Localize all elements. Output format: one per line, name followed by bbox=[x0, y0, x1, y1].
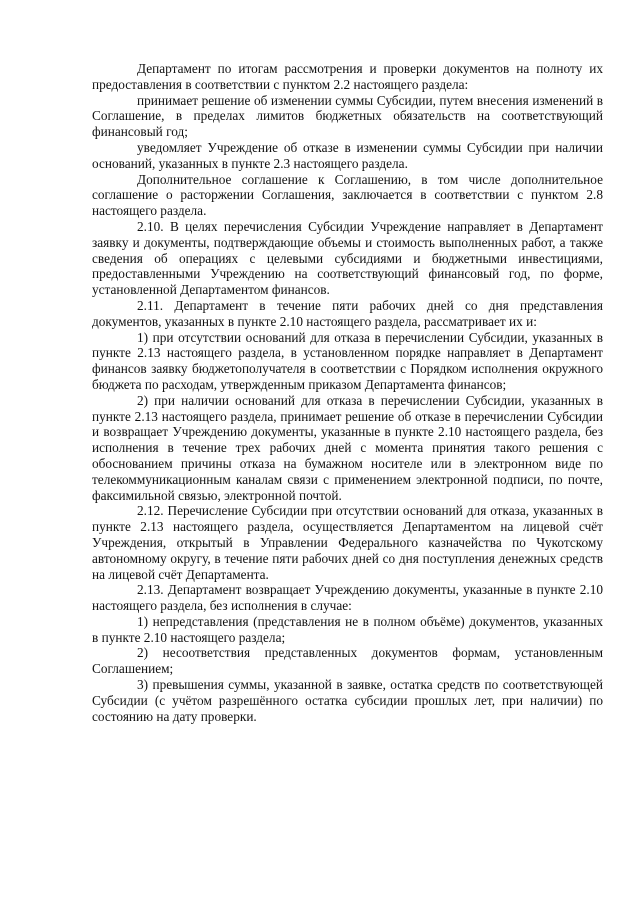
clause-2-13-item-3: 3) превышения суммы, указанной в заявке, остатка средств по соответствующей Субсидии (с учётом разрешённого остатка субсидии прошлых лет, при наличии) по состоянию на дату проверки. bbox=[92, 677, 603, 724]
decision-change-paragraph: принимает решение об изменении суммы Субсидии, путем внесения изменений в Соглашение, в пределах лимитов бюджетных обязательств на соответствующий финансовый год; bbox=[92, 92, 603, 140]
document-page bbox=[92, 61, 603, 724]
clause-2-11-paragraph: 2.11. Департамент в течение пяти рабочих дней со дня представления документов, указанных в пункте 2.10 настоящего раздела, рассматривает их и: bbox=[92, 297, 603, 329]
clause-2-11-item-2: 2) при наличии оснований для отказа в перечислении Субсидии, указанных в пункте 2.13 настоящего раздела, принимает решение об отказе в перечислении Субсидии и возвращает Учреждению документы, указанные в пункте 2.10 настоящего раздела, без исполнения в течение трех рабочих дней с момента принятия такого решения с обоснованием причины отказа на бумажном носителе или в электронном виде по телекоммуникационным каналам связи с применением электронной подписи, по почте, факсимильной связью, электронной почтой. bbox=[92, 392, 603, 503]
supplementary-agreement-paragraph: Дополнительное соглашение к Соглашению, в том числе дополнительное соглашение о расторжении Соглашения, заключается в соответствии с пунктом 2.8 настоящего раздела. bbox=[92, 171, 603, 219]
clause-2-13-item-2: 2) несоответствия представленных документов формам, установленным Соглашением; bbox=[92, 645, 603, 677]
clause-2-12-paragraph: 2.12. Перечисление Субсидии при отсутствии оснований для отказа, указанных в пункте 2.13 настоящего раздела, осуществляется Департаментом на лицевой счёт Учреждения, открытый в Управлении Федерального казначейства по Чукотскому автономному округу, в течение пяти рабочих дней со дня поступления денежных средств на лицевой счёт Департамента. bbox=[92, 503, 603, 582]
clause-2-13-paragraph: 2.13. Департамент возвращает Учреждению документы, указанные в пункте 2.10 настоящего раздела, без исполнения в случае: bbox=[92, 582, 603, 614]
intro-paragraph: Департамент по итогам рассмотрения и проверки документов на полноту их предоставления в соответствии с пунктом 2.2 настоящего раздела: bbox=[92, 61, 603, 92]
notification-refusal-paragraph: уведомляет Учреждение об отказе в изменении суммы Субсидии при наличии оснований, указанных в пункте 2.3 настоящего раздела. bbox=[92, 139, 603, 171]
clause-2-11-item-1: 1) при отсутствии оснований для отказа в перечислении Субсидии, указанных в пункте 2.13 настоящего раздела, в установленном порядке направляет в Департамент финансов заявку бюджетополучателя в соответствии с Порядком исполнения окружного бюджета по расходам, утвержденным приказом Департамента финансов; bbox=[92, 329, 603, 392]
clause-2-10-paragraph: 2.10. В целях перечисления Субсидии Учреждение направляет в Департамент заявку и документы, подтверждающие объемы и стоимость выполненных работ, а также сведения об операциях с целевыми субсидиями и бюджетными инвестициями, предоставленными Учреждению на соответствующий финансовый год, по форме, установленной Департаментом финансов. bbox=[92, 218, 603, 298]
clause-2-13-item-1: 1) непредставления (представления не в полном объёме) документов, указанных в пункте 2.10 настоящего раздела; bbox=[92, 613, 603, 645]
